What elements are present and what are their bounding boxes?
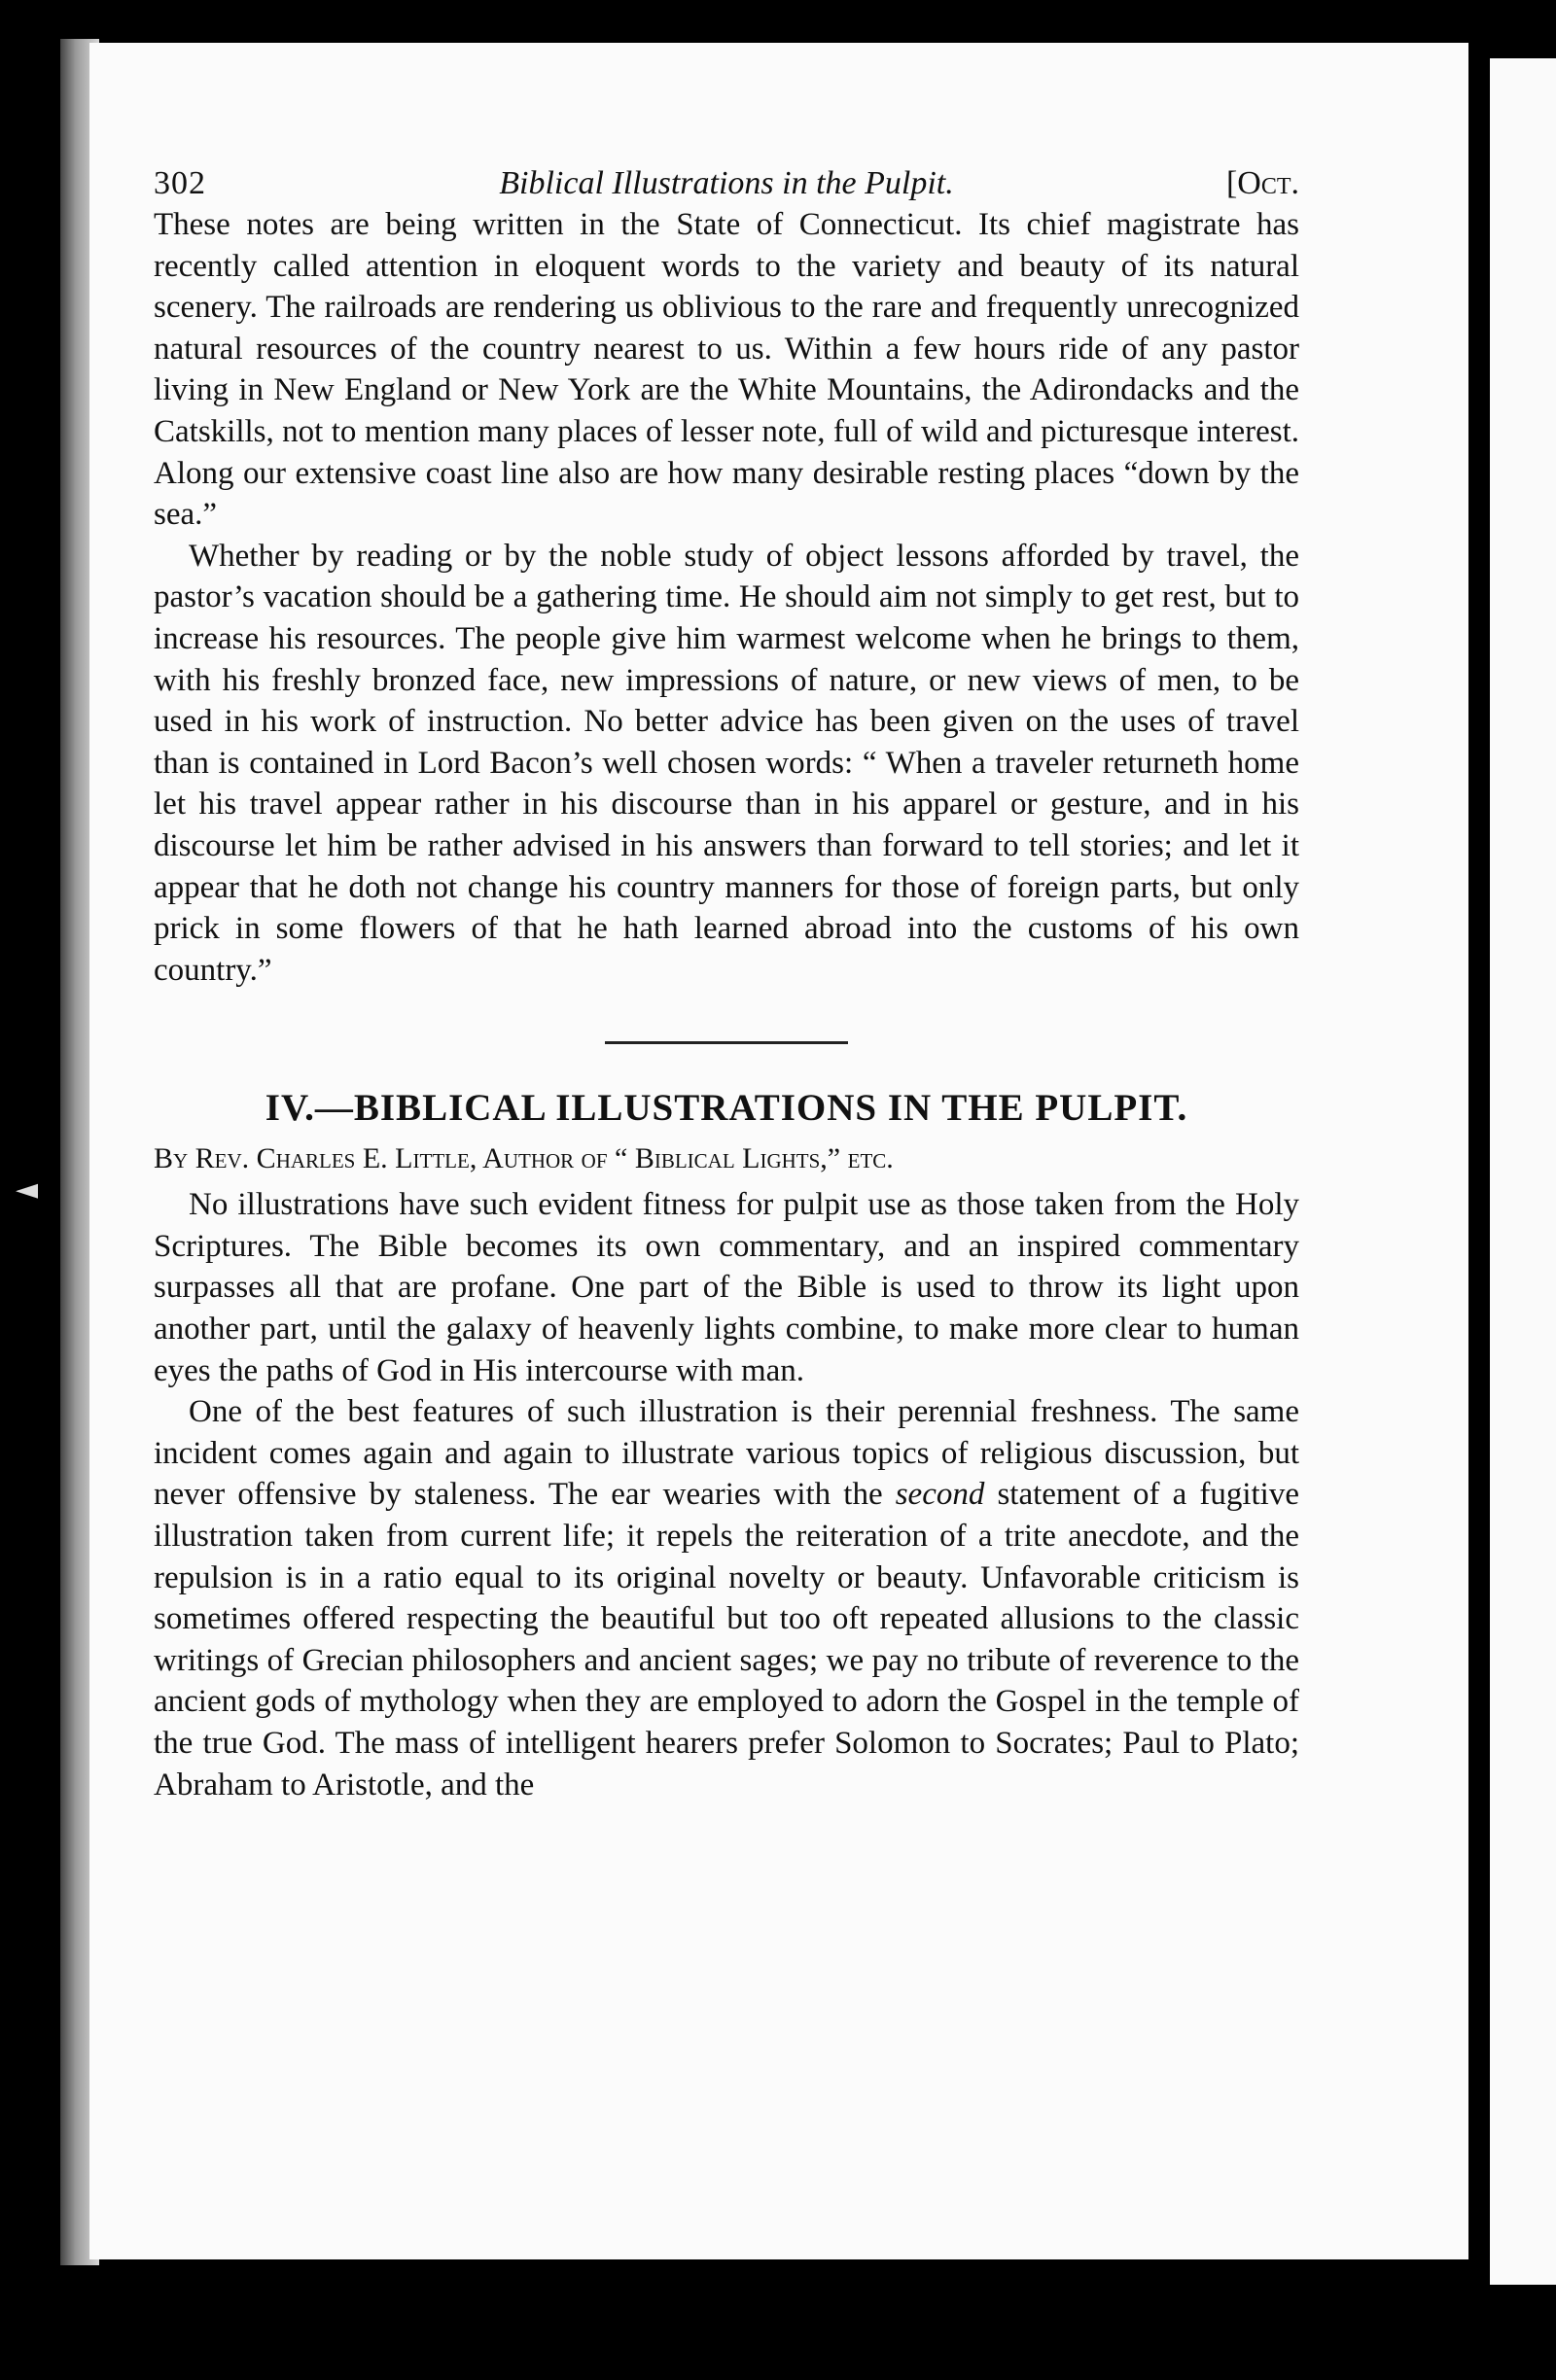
margin-mark: ◄ bbox=[16, 1172, 39, 1207]
page-number: 302 bbox=[154, 165, 206, 201]
running-header bbox=[154, 136, 1299, 204]
emphasis-second: second bbox=[895, 1477, 985, 1513]
article-title: IV.—BIBLICAL ILLUSTRATIONS IN THE PULPIT. bbox=[265, 1087, 1188, 1130]
text-run: One of the best features of such illustration is their perennial freshness. The same incident comes again and again to illustrate various topics of religious discussion, but never offensive by staleness. The ear wearies with the bbox=[154, 1394, 1299, 1513]
page-content bbox=[154, 136, 1299, 1805]
article-byline: By Rev. Charles E. Little, Author of “ Biblical Lights,” etc. bbox=[154, 1142, 894, 1175]
section-divider bbox=[605, 1041, 848, 1044]
paragraph-connecticut: These notes are being written in the State of Connecticut. Its chief magistrate has recently called attention in eloquent words to the variety and beauty of its natural scenery. The railroads are rendering us oblivious to the rare and frequently unrecognized natural resources of the country nearest to us. Within a few hours ride of any pastor living in New England or New York are the White Mountains, the Adirondacks and the Catskills, not to mention many places of lesser note, full of wild and picturesque interest. Along our extensive coast line also are how many desirable resting places “down by the sea.” bbox=[154, 207, 1299, 533]
paragraph-perennial-freshness bbox=[154, 1391, 1299, 1805]
issue-month: [Oct. bbox=[1225, 165, 1299, 201]
facing-page-edge bbox=[1490, 58, 1556, 2285]
running-title: Biblical Illustrations in the Pulpit. bbox=[499, 165, 954, 201]
paragraph-vacation: Whether by reading or by the noble study of object lessons afforded by travel, the pastor’s vacation should be a gathering time. He should aim not simply to get rest, but to increase his resources. The people give him warmest welcome when he brings to them, with his freshly bronzed face, new impressions of nature, or new views of men, to be used in his work of instruction. No better advice has been given on the uses of travel than is contained in Lord Bacon’s well chosen words: “ When a traveler returneth home let his travel appear rather in his discourse than in his apparel or gesture, and in his discourse let him be rather advised in his answers than forward to tell stories; and let it appear that he doth not change his country manners for those of foreign parts, but only prick in some flowers of that he hath learned abroad into the customs of his own country.” bbox=[154, 538, 1299, 988]
paragraph-illustrations-fitness: No illustrations have such evident fitness for pulpit use as those taken from the Holy Scriptures. The Bible becomes its own commentary, and an inspired commentary surpasses all that are profane. One part of the Bible is used to throw its light upon another part, until the galaxy of heavenly lights combine, to make more clear to human eyes the paths of God in His intercourse with man. bbox=[154, 1187, 1299, 1388]
text-run: statement of a fugitive illustration taken from current life; it repels the reiteration of a trite anecdote, and the repulsion is in a ratio equal to its original novelty or beauty. Unfavorable criticism is sometimes offered respecting the beautiful but too oft repeated allusions to the classic writings of Grecian philosophers and ancient sages; we pay no tribute of reverence to the ancient gods of mythology when they are employed to adorn the Gospel in the temple of the true God. The mass of intelligent hearers prefer Solomon to Socrates; Paul to Plato; Abraham to Aristotle, and the bbox=[154, 1477, 1299, 1802]
